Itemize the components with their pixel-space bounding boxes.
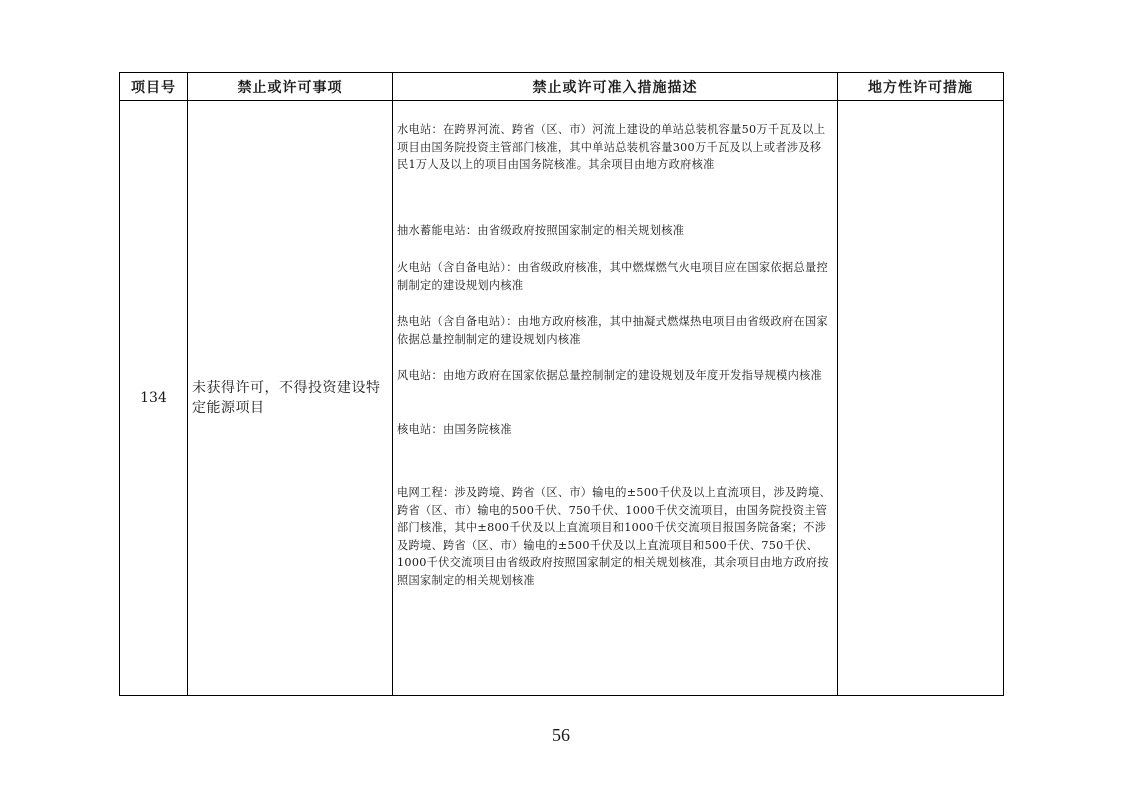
item-description-cell: 未获得许可，不得投资建设特定能源项目 xyxy=(188,101,393,696)
table-row xyxy=(120,101,1004,696)
local-measures-cell xyxy=(838,101,1004,696)
header-item: 禁止或许可事项 xyxy=(188,73,393,101)
measure-wind-power: 风电站：由地方政府在国家依据总量控制制定的建设规划及年度开发指导规模内核准 xyxy=(397,369,823,382)
header-local-measures: 地方性许可措施 xyxy=(838,73,1004,101)
header-measures: 禁止或许可准入措施描述 xyxy=(393,73,838,101)
measure-hydropower: 水电站：在跨界河流、跨省（区、市）河流上建设的单站总装机容量50万千瓦及以上项目由国务院投资主管部门核准，其中单站总装机容量300万千瓦及以上或者涉及移民1万人及以上的项目由国务院核准。其余项目由地方政府核准 xyxy=(397,123,826,171)
measures-cell xyxy=(393,101,838,696)
measure-nuclear-power: 核电站：由国务院核准 xyxy=(397,423,512,436)
page-number: 56 xyxy=(552,725,570,745)
measure-thermal-power: 火电站（含自备电站）：由省级政府核准，其中燃煤燃气火电项目应在国家依据总量控制制定的建设规划内核准 xyxy=(397,261,828,292)
item-number-cell: 134 xyxy=(120,101,188,696)
measure-cogeneration: 热电站（含自备电站）：由地方政府核准，其中抽凝式燃煤热电项目由省级政府在国家依据总量控制制定的建设规划内核准 xyxy=(397,315,828,346)
header-item-number: 项目号 xyxy=(120,73,188,101)
measure-pumped-storage: 抽水蓄能电站：由省级政府按照国家制定的相关规划核准 xyxy=(397,224,685,237)
table-header-row xyxy=(120,73,1004,101)
measure-power-grid: 电网工程：涉及跨境、跨省（区、市）输电的±500千伏及以上直流项目，涉及跨境、跨省（区、市）输电的500千伏、750千伏、1000千伏交流项目，由国务院投资主管部门核准，其中±800千伏及以上直流项目和1000千伏交流项目报国务院备案；不涉及跨境、跨省（区、市）输电的±500千伏及以上直流项目和500千伏、750千伏、1000千伏交流项目由省级政府按照国家制定的相关规划核准，其余项目由地方政府按照国家制定的相关规划核准 xyxy=(397,486,831,587)
regulation-table xyxy=(119,72,1004,696)
